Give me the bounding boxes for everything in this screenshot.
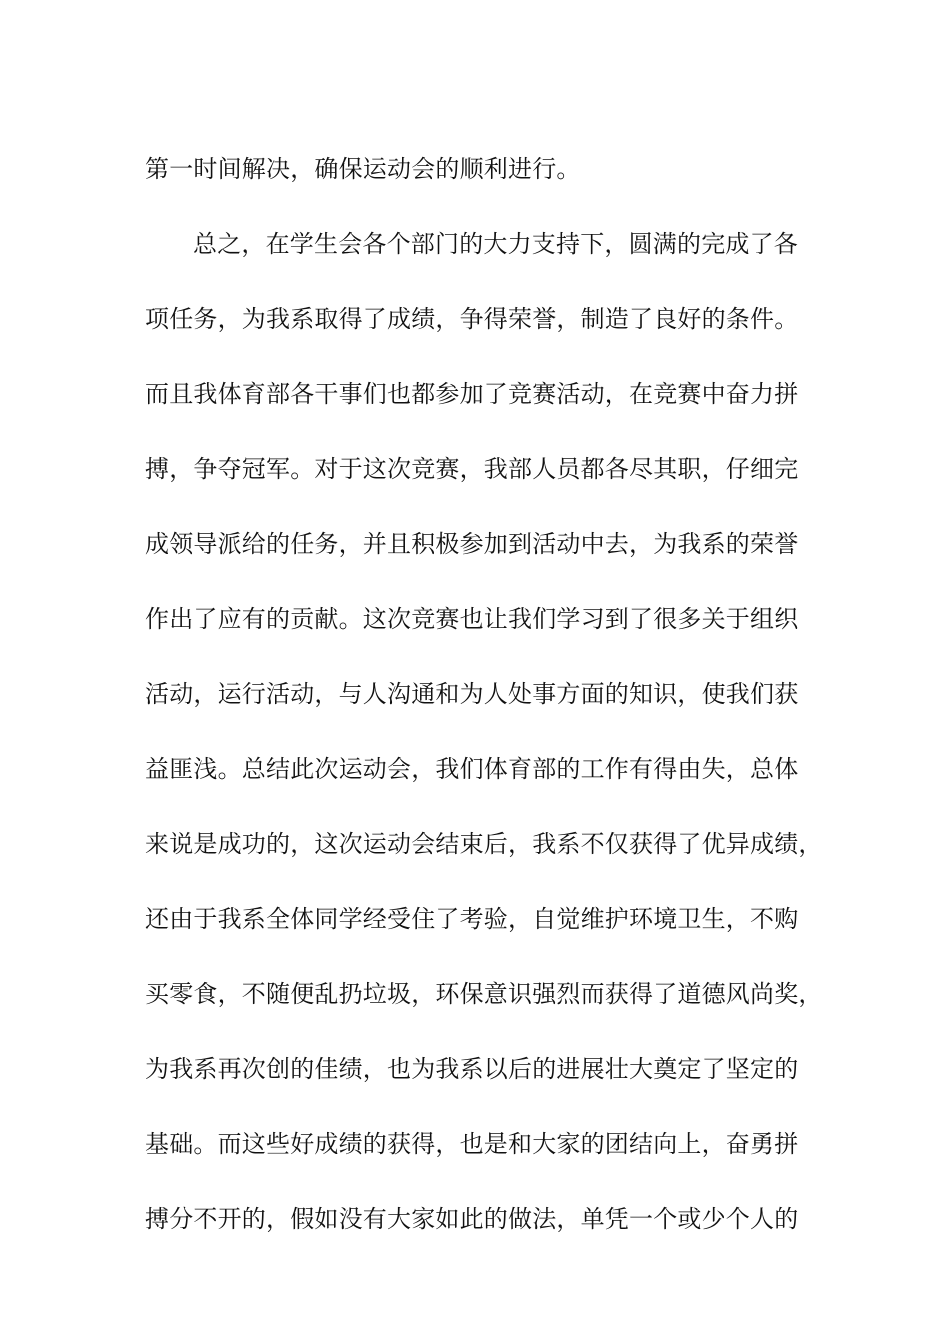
text-line-13: 为我系再次创的佳绩，也为我系以后的进展壮大奠定了坚定的 <box>145 1055 799 1083</box>
text-line-15: 搏分不开的，假如没有大家如此的做法，单凭一个或少个人的 <box>145 1205 799 1233</box>
text-line-11: 还由于我系全体同学经受住了考验，自觉维护环境卫生，不购 <box>145 905 799 933</box>
text-line-4: 而且我体育部各干事们也都参加了竞赛活动，在竞赛中奋力拼 <box>145 380 799 408</box>
text-line-6: 成领导派给的任务，并且积极参加到活动中去，为我系的荣誉 <box>145 530 799 558</box>
text-line-7: 作出了应有的贡献。这次竞赛也让我们学习到了很多关于组织 <box>145 605 799 633</box>
text-line-3: 项任务，为我系取得了成绩，争得荣誉，制造了良好的条件。 <box>145 305 799 333</box>
text-line-10: 来说是成功的，这次运动会结束后，我系不仅获得了优异成绩， <box>145 830 823 858</box>
text-line-14: 基础。而这些好成绩的获得，也是和大家的团结向上，奋勇拼 <box>145 1130 799 1158</box>
document-body-text <box>145 132 823 1257</box>
text-line-12: 买零食，不随便乱扔垃圾，环保意识强烈而获得了道德风尚奖， <box>145 980 823 1008</box>
text-line-9: 益匪浅。总结此次运动会，我们体育部的工作有得由失，总体 <box>145 755 799 783</box>
text-line-5: 搏，争夺冠军。对于这次竞赛，我部人员都各尽其职，仔细完 <box>145 455 799 483</box>
text-line-1: 第一时间解决，确保运动会的顺利进行。 <box>145 155 581 183</box>
text-line-2-paragraph-start: 总之，在学生会各个部门的大力支持下，圆满的完成了各 <box>193 230 798 258</box>
text-line-8: 活动，运行活动，与人沟通和为人处事方面的知识，使我们获 <box>145 680 799 708</box>
